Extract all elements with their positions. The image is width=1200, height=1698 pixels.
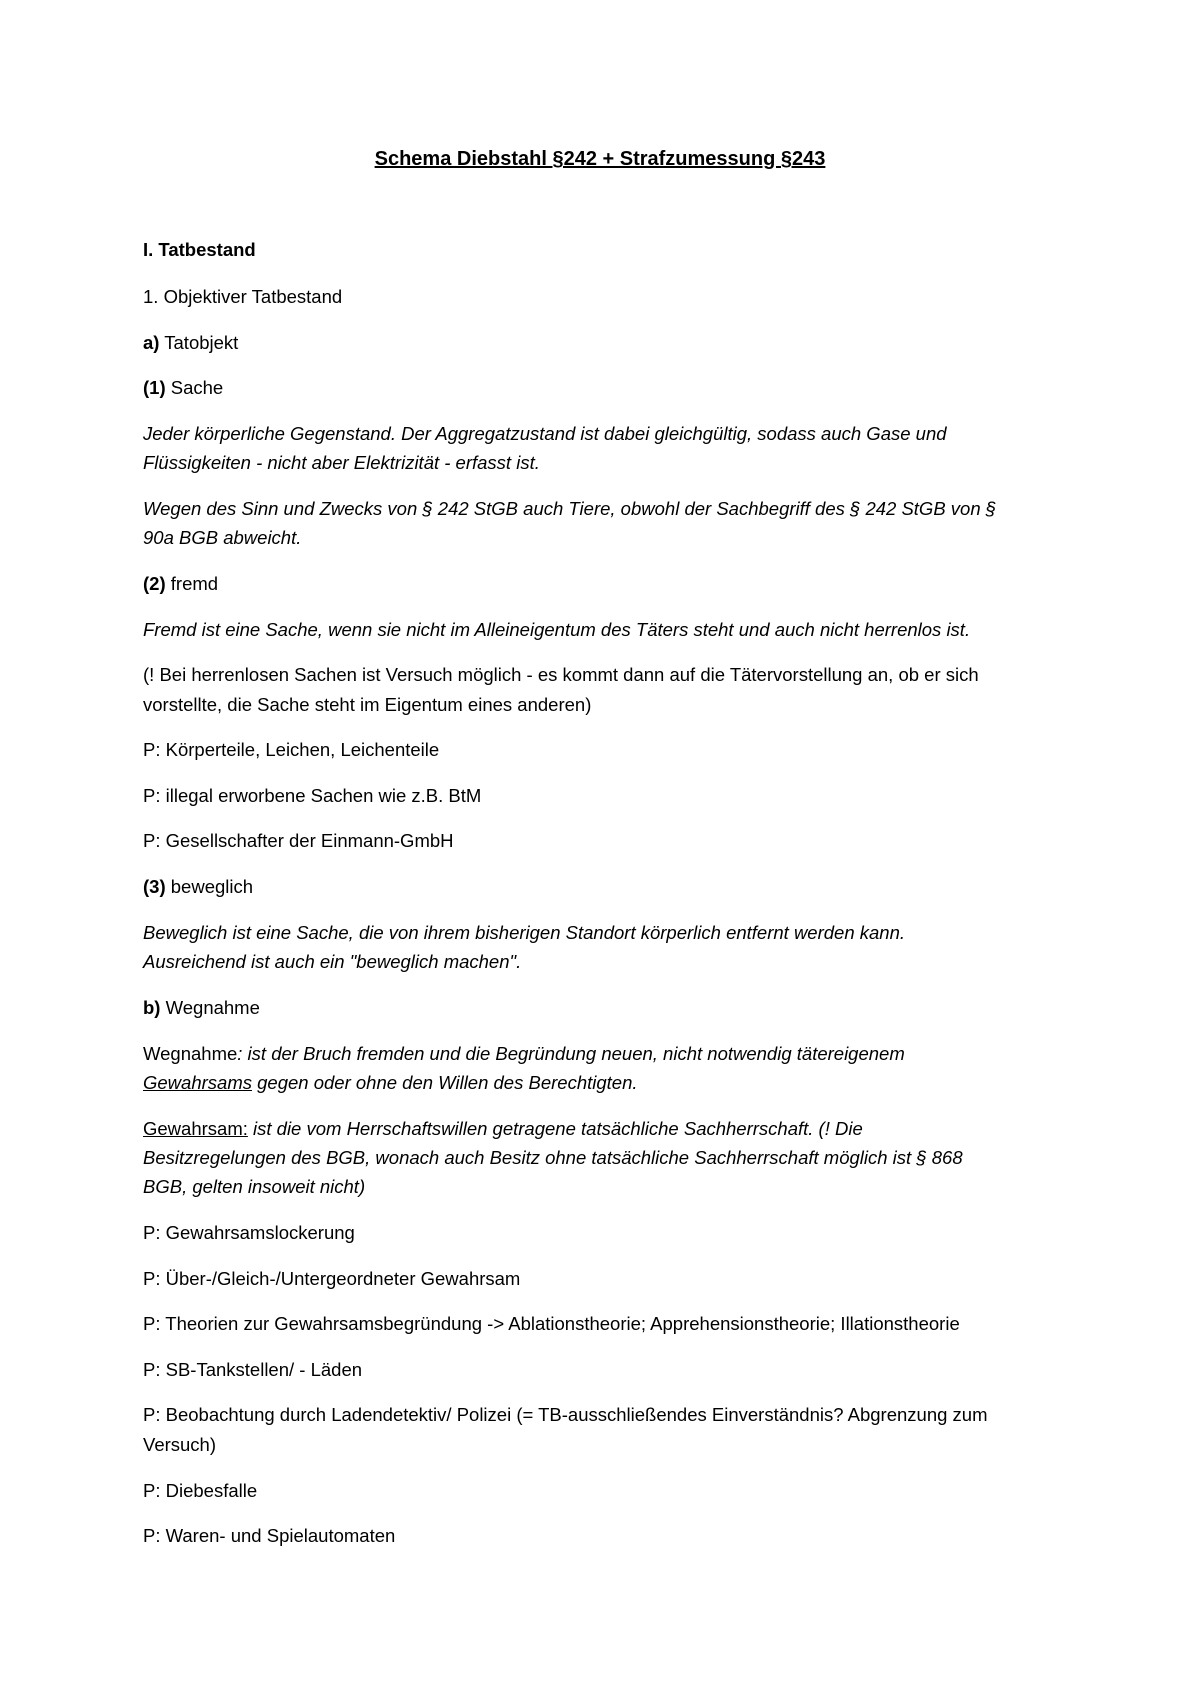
problem-gesellschafter: P: Gesellschafter der Einmann-GmbH <box>143 830 454 851</box>
problem-illegal-erworben: P: illegal erworbene Sachen wie z.B. BtM <box>143 785 482 806</box>
wegnahme-definition-line-1 <box>143 1040 1063 1068</box>
fremd-definition: Fremd ist eine Sache, wenn sie nicht im Alleineigentum des Täters steht und auch nicht herrenlos ist. <box>143 619 971 640</box>
problem-beobachtung-line-1: P: Beobachtung durch Ladendetektiv/ Polizei (= TB-ausschließendes Einverständnis? Abgrenzung zum <box>143 1404 988 1425</box>
item-a-marker: a) <box>143 332 160 353</box>
item-b-marker: b) <box>143 997 161 1018</box>
document-title: Schema Diebstahl §242 + Strafzumessung §243 <box>374 148 826 170</box>
subheading-objektiver-tatbestand: 1. Objektiver Tatbestand <box>143 286 343 307</box>
wegnahme-term: Wegnahme <box>143 1043 238 1064</box>
beweglich-definition-line-2: Ausreichend ist auch ein "beweglich machen". <box>143 951 522 972</box>
sache-definition-line-2: Flüssigkeiten - nicht aber Elektrizität - erfasst ist. <box>143 452 540 473</box>
problem-theorien: P: Theorien zur Gewahrsamsbegründung -> Ablationstheorie; Apprehensionstheorie; Illationstheorie <box>143 1313 960 1334</box>
wegnahme-definition-line-2 <box>143 1069 1063 1097</box>
item-b-label: Wegnahme <box>160 997 260 1018</box>
item-3-beweglich <box>143 873 1063 901</box>
wegnahme-definition-text: ist der Bruch fremden und die Begründung neuen, nicht notwendig tätereigenem <box>242 1043 905 1064</box>
sache-definition-line-1: Jeder körperliche Gegenstand. Der Aggregatzustand ist dabei gleichgültig, sodass auch Gase und <box>143 423 947 444</box>
item-a-tatobjekt <box>143 329 1063 357</box>
gewahrsam-definition-line-1 <box>143 1115 1063 1143</box>
herrenlos-note-line-2: vorstellte, die Sache steht im Eigentum eines anderen) <box>143 694 592 715</box>
tiere-note-line-1: Wegen des Sinn und Zwecks von § 242 StGB auch Tiere, obwohl der Sachbegriff des § 242 StGB von § <box>143 498 997 519</box>
item-1-label: Sache <box>165 377 224 398</box>
item-1-marker: (1) <box>143 377 166 398</box>
gewahrsam-definition-line-3: BGB, gelten insoweit nicht) <box>143 1176 366 1197</box>
item-3-label: beweglich <box>165 876 254 897</box>
item-2-fremd <box>143 570 1063 598</box>
problem-beobachtung-line-2: Versuch) <box>143 1434 217 1455</box>
item-b-wegnahme <box>143 994 1063 1022</box>
gewahrsams-underlined: Gewahrsams <box>143 1072 252 1093</box>
section-heading-tatbestand: I. Tatbestand <box>143 239 256 260</box>
tiere-note-line-2: 90a BGB abweicht. <box>143 527 302 548</box>
problem-automaten: P: Waren- und Spielautomaten <box>143 1525 396 1546</box>
beweglich-definition-line-1: Beweglich ist eine Sache, die von ihrem bisherigen Standort körperlich entfernt werden kann. <box>143 922 906 943</box>
wegnahme-definition-rest: gegen oder ohne den Willen des Berechtigten. <box>251 1072 638 1093</box>
gewahrsam-definition-text: ist die vom Herrschaftswillen getragene tatsächliche Sachherrschaft. (! Die <box>247 1118 863 1139</box>
item-1-sache <box>143 374 1063 402</box>
item-3-marker: (3) <box>143 876 166 897</box>
gewahrsam-definition-line-2: Besitzregelungen des BGB, wonach auch Besitz ohne tatsächliche Sachherrschaft möglich ist § 868 <box>143 1147 963 1168</box>
problem-gewahrsamslockerung: P: Gewahrsamslockerung <box>143 1222 355 1243</box>
wegnahme-colon: : <box>237 1043 243 1064</box>
problem-sb-tankstellen: P: SB-Tankstellen/ - Läden <box>143 1359 363 1380</box>
item-2-label: fremd <box>165 573 219 594</box>
gewahrsam-term: Gewahrsam: <box>143 1118 248 1139</box>
problem-koerperteile: P: Körperteile, Leichen, Leichenteile <box>143 739 440 760</box>
item-a-label: Tatobjekt <box>159 332 239 353</box>
item-2-marker: (2) <box>143 573 166 594</box>
problem-gewahrsam-ordnung: P: Über-/Gleich-/Untergeordneter Gewahrsam <box>143 1268 521 1289</box>
herrenlos-note-line-1: (! Bei herrenlosen Sachen ist Versuch möglich - es kommt dann auf die Tätervorstellung an, ob er sich <box>143 664 979 685</box>
problem-diebesfalle: P: Diebesfalle <box>143 1480 258 1501</box>
